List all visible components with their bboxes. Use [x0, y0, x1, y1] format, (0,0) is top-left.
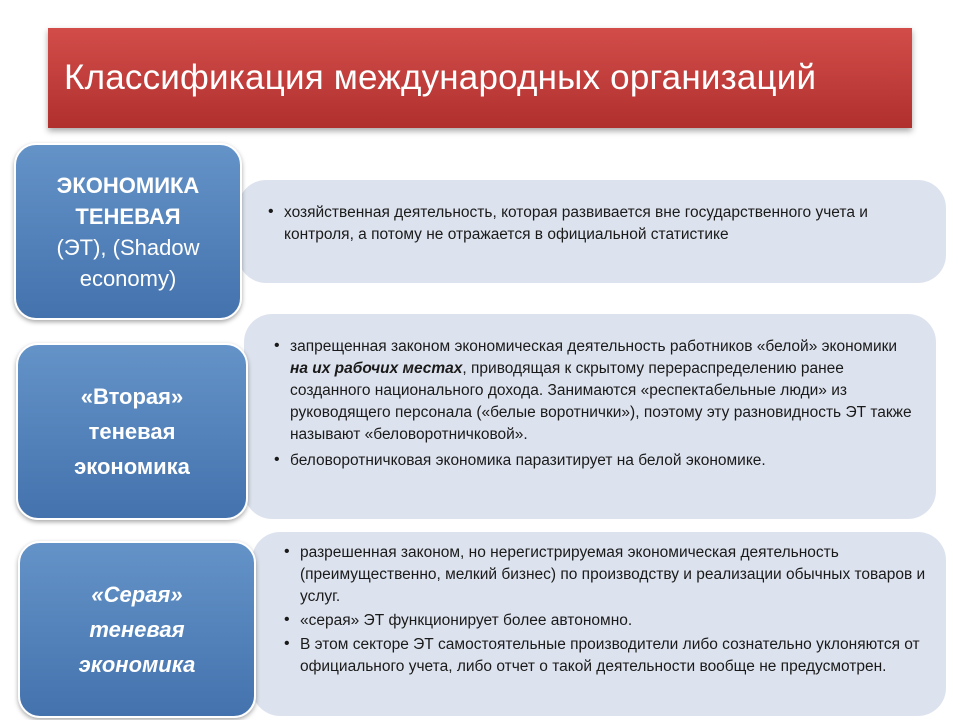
label-line: economy) [79, 265, 177, 291]
slide-title: Классификация международных организаций [64, 58, 817, 97]
title-banner [48, 28, 912, 128]
description-box-shadow-economy [238, 180, 946, 283]
bullet-emphasis: на их рабочих местах [290, 360, 463, 377]
label-line: теневая [88, 419, 176, 444]
label-line: экономика [78, 652, 196, 677]
bullet-item: • хозяйственная деятельность, которая развивается вне государственного учета и контроля, а потому не отражается в официальной статистике [268, 202, 926, 246]
label-line: (ЭТ), (Shadow [56, 234, 200, 260]
label-line: «Серая» [91, 582, 183, 607]
label-line: ЭКОНОМИКА [56, 172, 200, 198]
label-grey-shadow-economy [18, 541, 256, 718]
bullet-text: запрещенная законом экономическая деятельность работников «белой» экономики [290, 338, 898, 355]
bullet-item: • В этом секторе ЭТ самостоятельные производители либо сознательно уклоняются от официального учета, либо отчет о такой деятельности вообще не предусмотрен. [284, 634, 926, 678]
label-line: экономика [74, 454, 190, 479]
bullet-item: • беловоротничковая экономика паразитирует на белой экономике. [274, 450, 916, 472]
label-line: «Вторая» [80, 384, 184, 409]
bullet-list [274, 336, 916, 472]
description-box-second-shadow [244, 314, 936, 519]
bullet-list [284, 542, 926, 678]
bullet-text: , приводящая к скрытому перераспределению ранее созданного национального дохода. Занимаются «респектабельные люди» из руководящего персонала («белые воротнички»), поэтому эту разновидность ЭТ также называют «беловоротничковой». [290, 360, 912, 443]
bullet-item [274, 336, 916, 446]
label-shadow-economy [14, 143, 242, 320]
label-second-shadow-economy [16, 343, 248, 520]
bullet-list [268, 202, 926, 246]
bullet-item: • «серая» ЭТ функционирует более автономно. [284, 610, 926, 632]
label-line: ТЕНЕВАЯ [75, 203, 181, 229]
description-box-grey-shadow [252, 532, 946, 716]
bullet-item: • разрешенная законом, но нерегистрируемая экономическая деятельность (преимущественно, мелкий бизнес) по производству и реализации обычных товаров и услуг. [284, 542, 926, 608]
label-line: теневая [89, 617, 185, 642]
